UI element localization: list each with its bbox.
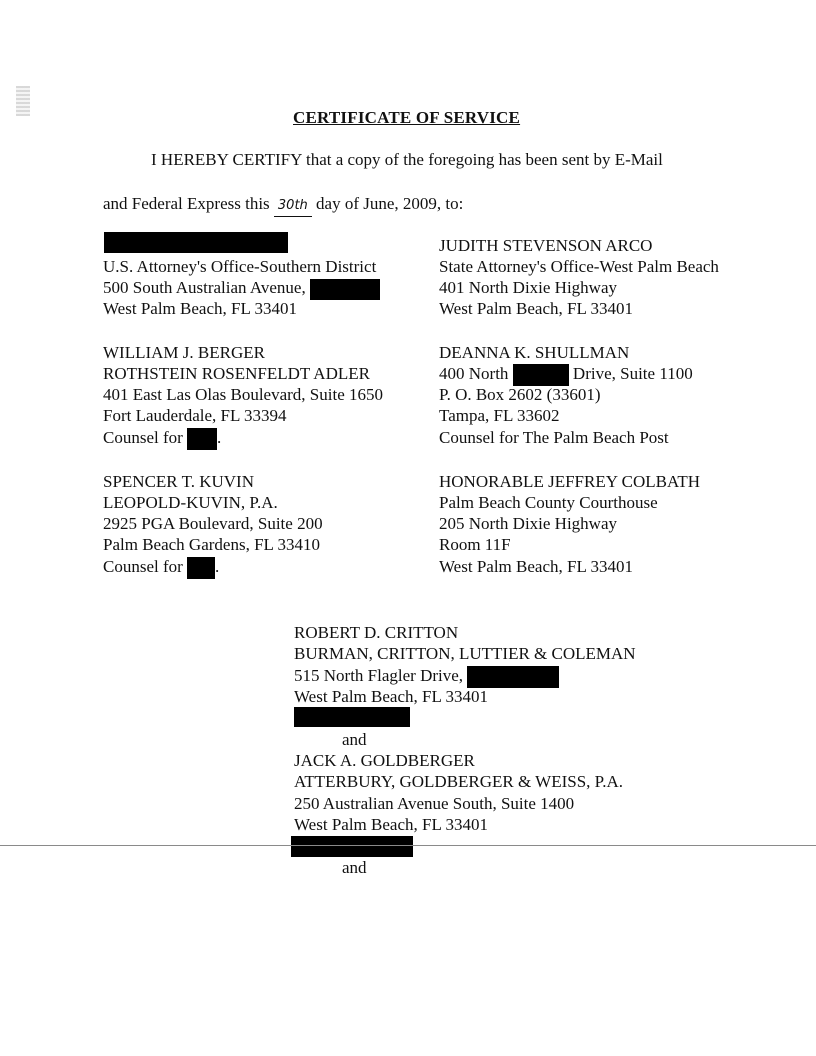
shullman-counsel: Counsel for The Palm Beach Post (439, 428, 669, 447)
colbath-address: 205 North Dixie Highway (439, 514, 618, 533)
us-attorney-city: West Palm Beach, FL 33401 (103, 299, 297, 318)
redaction-suite-2 (467, 666, 559, 688)
redaction-client-2 (187, 557, 215, 579)
certify-line-2-pre: and Federal Express this (103, 194, 270, 213)
shullman-address-pre: 400 North (439, 364, 509, 383)
shullman-address-post: Drive, Suite 1100 (572, 364, 693, 383)
and-separator-2: and (342, 858, 367, 877)
arco-office: State Attorney's Office-West Palm Beach (439, 257, 719, 276)
us-attorney-office: U.S. Attorney's Office-Southern District (103, 257, 377, 276)
berger-firm: ROTHSTEIN ROSENFELDT ADLER (103, 364, 370, 383)
arco-name: JUDITH STEVENSON ARCO (439, 236, 653, 255)
colbath-building: Palm Beach County Courthouse (439, 493, 658, 512)
goldberger-city: West Palm Beach, FL 33401 (294, 815, 488, 834)
and-separator-1: and (342, 730, 367, 749)
redaction-client (187, 428, 217, 450)
berger-name: WILLIAM J. BERGER (103, 343, 265, 362)
shullman-address (439, 363, 693, 384)
colbath-room: Room 11F (439, 535, 511, 554)
redaction-name (104, 232, 288, 253)
redaction-contact (294, 707, 410, 727)
arco-address: 401 North Dixie Highway (439, 278, 618, 297)
berger-counsel-text: Counsel for (103, 428, 183, 447)
goldberger-name: JACK A. GOLDBERGER (294, 751, 475, 770)
kuvin-firm: LEOPOLD-KUVIN, P.A. (103, 493, 278, 512)
kuvin-counsel: Counsel for . (103, 556, 219, 577)
certify-line-1: I HEREBY CERTIFY that a copy of the foregoing has been sent by E-Mail (151, 150, 663, 169)
kuvin-counsel-text: Counsel for (103, 557, 183, 576)
certify-line-2-post: day of June, 2009, to: (316, 194, 464, 213)
handwritten-day-text: 30th (277, 198, 308, 213)
colbath-city: West Palm Beach, FL 33401 (439, 557, 633, 576)
goldberger-address: 250 Australian Avenue South, Suite 1400 (294, 794, 575, 813)
critton-name: ROBERT D. CRITTON (294, 623, 459, 642)
us-attorney-address-text: 500 South Australian Avenue, (103, 278, 306, 297)
berger-counsel: Counsel for . (103, 427, 221, 448)
shullman-city: Tampa, FL 33602 (439, 406, 560, 425)
redaction-contact-2 (291, 836, 413, 857)
us-attorney-address (103, 277, 380, 298)
redaction-street (513, 364, 569, 386)
shullman-pobox: P. O. Box 2602 (33601) (439, 385, 601, 404)
certify-line-2 (103, 193, 463, 214)
berger-city: Fort Lauderdale, FL 33394 (103, 406, 287, 425)
scan-line (0, 845, 816, 846)
critton-address (294, 665, 559, 686)
kuvin-address: 2925 PGA Boulevard, Suite 200 (103, 514, 323, 533)
shullman-name: DEANNA K. SHULLMAN (439, 343, 630, 362)
goldberger-firm: ATTERBURY, GOLDBERGER & WEISS, P.A. (294, 772, 624, 791)
handwritten-day (274, 193, 312, 217)
kuvin-city: Palm Beach Gardens, FL 33410 (103, 535, 321, 554)
page-title: CERTIFICATE OF SERVICE (293, 108, 521, 127)
critton-city: West Palm Beach, FL 33401 (294, 687, 488, 706)
redaction-suite (310, 279, 380, 300)
kuvin-name: SPENCER T. KUVIN (103, 472, 254, 491)
colbath-name: HONORABLE JEFFREY COLBATH (439, 472, 701, 491)
critton-firm: BURMAN, CRITTON, LUTTIER & COLEMAN (294, 644, 636, 663)
arco-city: West Palm Beach, FL 33401 (439, 299, 633, 318)
scan-artifact (16, 86, 30, 116)
critton-address-text: 515 North Flagler Drive, (294, 666, 464, 685)
berger-address: 401 East Las Olas Boulevard, Suite 1650 (103, 385, 383, 404)
